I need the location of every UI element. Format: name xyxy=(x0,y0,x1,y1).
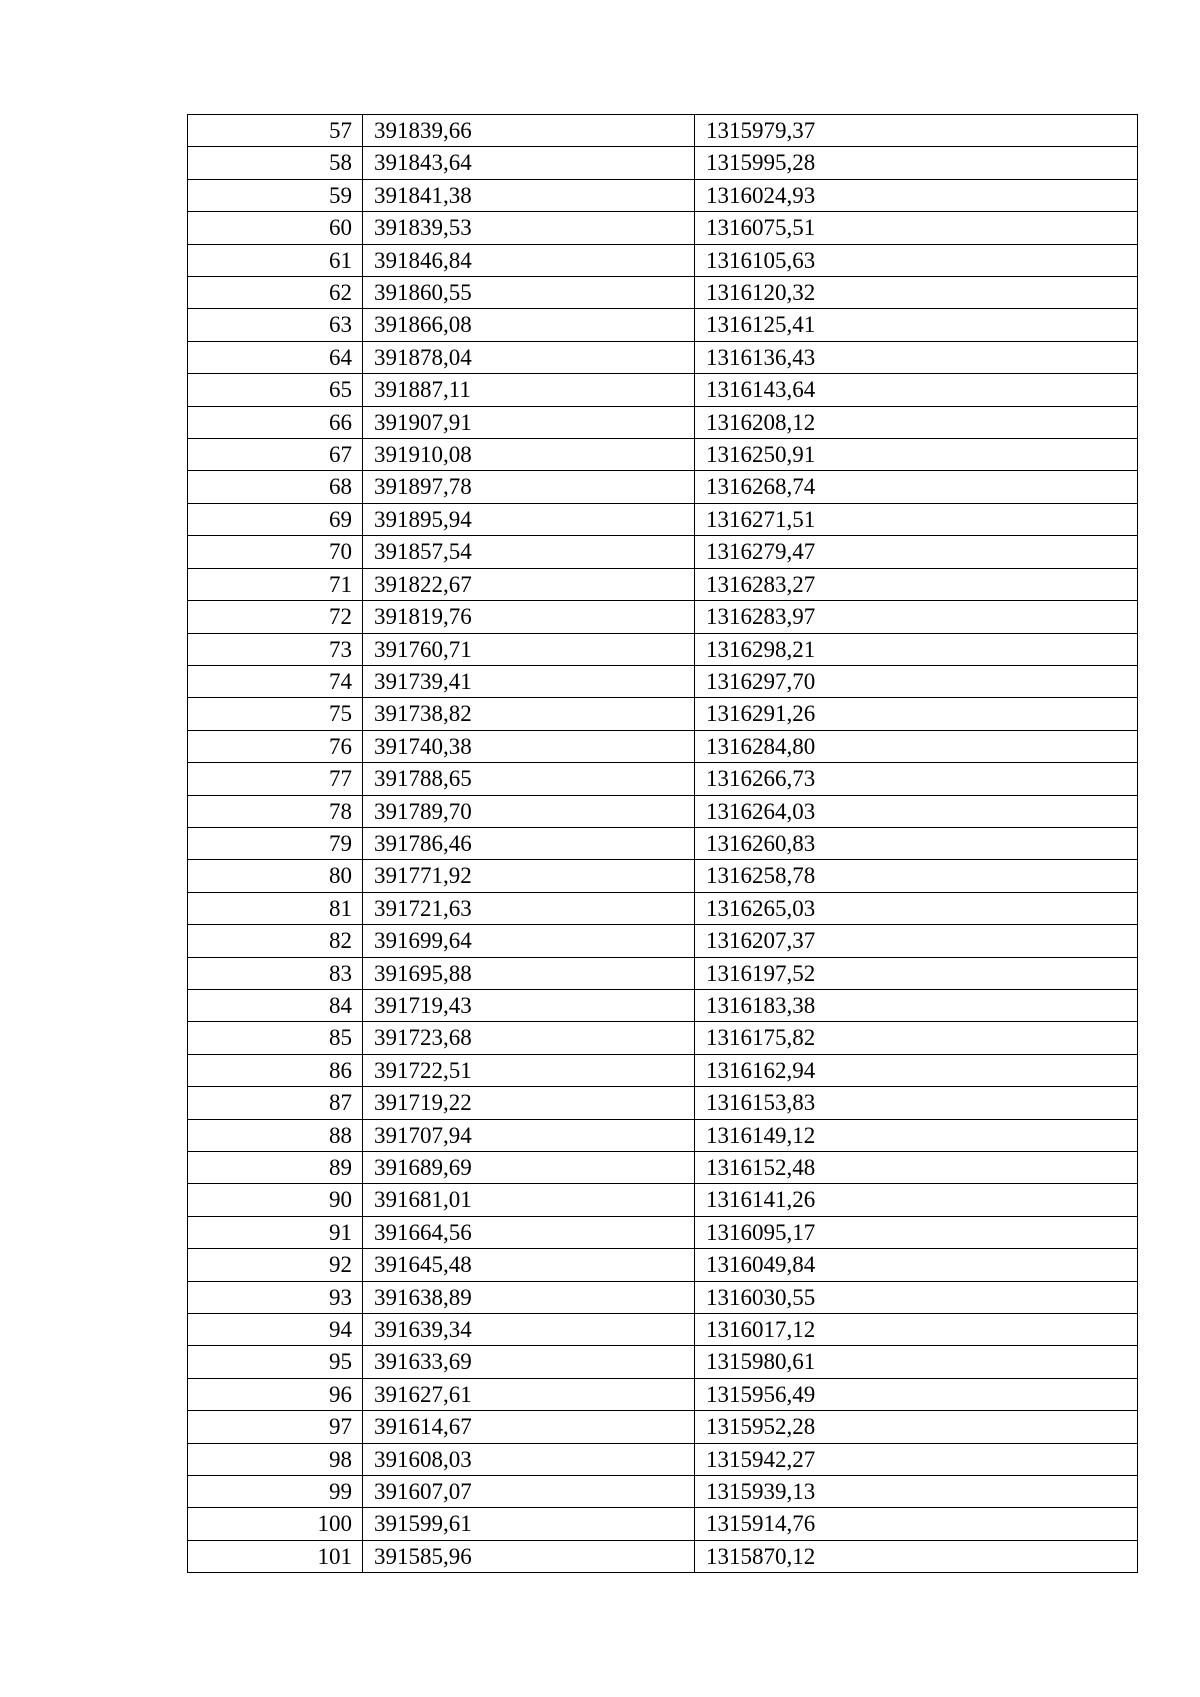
x-coordinate-cell: 391887,11 xyxy=(363,374,695,406)
y-coordinate-cell: 1316258,78 xyxy=(695,860,1138,892)
y-coordinate-cell: 1316125,41 xyxy=(695,309,1138,341)
x-coordinate-cell: 391788,65 xyxy=(363,763,695,795)
y-coordinate-cell: 1316017,12 xyxy=(695,1314,1138,1346)
x-coordinate-cell: 391907,91 xyxy=(363,406,695,438)
table-row xyxy=(188,115,1138,147)
y-coordinate-cell: 1316266,73 xyxy=(695,763,1138,795)
x-coordinate-cell: 391839,53 xyxy=(363,212,695,244)
x-coordinate-cell: 391822,67 xyxy=(363,568,695,600)
x-coordinate-cell: 391839,66 xyxy=(363,115,695,147)
table-row xyxy=(188,1184,1138,1216)
x-coordinate-cell: 391722,51 xyxy=(363,1054,695,1086)
table-row xyxy=(188,244,1138,276)
x-coordinate-cell: 391789,70 xyxy=(363,795,695,827)
point-number-cell: 99 xyxy=(188,1476,363,1508)
y-coordinate-cell: 1315939,13 xyxy=(695,1476,1138,1508)
point-number-cell: 63 xyxy=(188,309,363,341)
point-number-cell: 101 xyxy=(188,1540,363,1572)
point-number-cell: 97 xyxy=(188,1411,363,1443)
y-coordinate-cell: 1316075,51 xyxy=(695,212,1138,244)
point-number-cell: 61 xyxy=(188,244,363,276)
point-number-cell: 73 xyxy=(188,633,363,665)
y-coordinate-cell: 1316279,47 xyxy=(695,536,1138,568)
y-coordinate-cell: 1316152,48 xyxy=(695,1152,1138,1184)
point-number-cell: 62 xyxy=(188,277,363,309)
table-row xyxy=(188,568,1138,600)
table-row xyxy=(188,309,1138,341)
x-coordinate-cell: 391897,78 xyxy=(363,471,695,503)
table-row xyxy=(188,471,1138,503)
x-coordinate-cell: 391843,64 xyxy=(363,147,695,179)
x-coordinate-cell: 391585,96 xyxy=(363,1540,695,1572)
table-row xyxy=(188,665,1138,697)
y-coordinate-cell: 1316284,80 xyxy=(695,730,1138,762)
x-coordinate-cell: 391841,38 xyxy=(363,179,695,211)
x-coordinate-cell: 391699,64 xyxy=(363,925,695,957)
x-coordinate-cell: 391846,84 xyxy=(363,244,695,276)
x-coordinate-cell: 391895,94 xyxy=(363,503,695,535)
table-row xyxy=(188,1054,1138,1086)
point-number-cell: 84 xyxy=(188,989,363,1021)
table-row xyxy=(188,957,1138,989)
y-coordinate-cell: 1315942,27 xyxy=(695,1443,1138,1475)
y-coordinate-cell: 1316162,94 xyxy=(695,1054,1138,1086)
y-coordinate-cell: 1316136,43 xyxy=(695,341,1138,373)
point-number-cell: 79 xyxy=(188,827,363,859)
point-number-cell: 100 xyxy=(188,1508,363,1540)
point-number-cell: 58 xyxy=(188,147,363,179)
x-coordinate-cell: 391645,48 xyxy=(363,1249,695,1281)
y-coordinate-cell: 1316197,52 xyxy=(695,957,1138,989)
point-number-cell: 67 xyxy=(188,439,363,471)
y-coordinate-cell: 1316291,26 xyxy=(695,698,1138,730)
point-number-cell: 93 xyxy=(188,1281,363,1313)
table-row xyxy=(188,989,1138,1021)
point-number-cell: 82 xyxy=(188,925,363,957)
y-coordinate-cell: 1316283,27 xyxy=(695,568,1138,600)
y-coordinate-cell: 1316030,55 xyxy=(695,1281,1138,1313)
x-coordinate-cell: 391738,82 xyxy=(363,698,695,730)
point-number-cell: 92 xyxy=(188,1249,363,1281)
point-number-cell: 98 xyxy=(188,1443,363,1475)
table-row xyxy=(188,1476,1138,1508)
y-coordinate-cell: 1315956,49 xyxy=(695,1378,1138,1410)
x-coordinate-cell: 391614,67 xyxy=(363,1411,695,1443)
y-coordinate-cell: 1315952,28 xyxy=(695,1411,1138,1443)
x-coordinate-cell: 391638,89 xyxy=(363,1281,695,1313)
x-coordinate-cell: 391866,08 xyxy=(363,309,695,341)
y-coordinate-cell: 1315980,61 xyxy=(695,1346,1138,1378)
point-number-cell: 89 xyxy=(188,1152,363,1184)
x-coordinate-cell: 391599,61 xyxy=(363,1508,695,1540)
x-coordinate-cell: 391723,68 xyxy=(363,1022,695,1054)
y-coordinate-cell: 1316153,83 xyxy=(695,1087,1138,1119)
x-coordinate-cell: 391633,69 xyxy=(363,1346,695,1378)
x-coordinate-cell: 391627,61 xyxy=(363,1378,695,1410)
y-coordinate-cell: 1316250,91 xyxy=(695,439,1138,471)
point-number-cell: 95 xyxy=(188,1346,363,1378)
x-coordinate-cell: 391739,41 xyxy=(363,665,695,697)
x-coordinate-cell: 391771,92 xyxy=(363,860,695,892)
y-coordinate-cell: 1316049,84 xyxy=(695,1249,1138,1281)
table-row xyxy=(188,1411,1138,1443)
coordinates-table xyxy=(187,114,1138,1573)
table-row xyxy=(188,601,1138,633)
x-coordinate-cell: 391910,08 xyxy=(363,439,695,471)
point-number-cell: 88 xyxy=(188,1119,363,1151)
x-coordinate-cell: 391664,56 xyxy=(363,1216,695,1248)
y-coordinate-cell: 1316208,12 xyxy=(695,406,1138,438)
table-row xyxy=(188,439,1138,471)
point-number-cell: 86 xyxy=(188,1054,363,1086)
x-coordinate-cell: 391760,71 xyxy=(363,633,695,665)
table-row xyxy=(188,1540,1138,1572)
y-coordinate-cell: 1316271,51 xyxy=(695,503,1138,535)
point-number-cell: 87 xyxy=(188,1087,363,1119)
x-coordinate-cell: 391878,04 xyxy=(363,341,695,373)
table-row xyxy=(188,1281,1138,1313)
point-number-cell: 80 xyxy=(188,860,363,892)
x-coordinate-cell: 391819,76 xyxy=(363,601,695,633)
x-coordinate-cell: 391719,22 xyxy=(363,1087,695,1119)
table-row xyxy=(188,1508,1138,1540)
point-number-cell: 76 xyxy=(188,730,363,762)
table-row xyxy=(188,1152,1138,1184)
table-row xyxy=(188,147,1138,179)
point-number-cell: 77 xyxy=(188,763,363,795)
point-number-cell: 60 xyxy=(188,212,363,244)
table-row xyxy=(188,1314,1138,1346)
table-row xyxy=(188,212,1138,244)
x-coordinate-cell: 391740,38 xyxy=(363,730,695,762)
table-row xyxy=(188,1443,1138,1475)
y-coordinate-cell: 1316260,83 xyxy=(695,827,1138,859)
table-row xyxy=(188,341,1138,373)
x-coordinate-cell: 391719,43 xyxy=(363,989,695,1021)
point-number-cell: 85 xyxy=(188,1022,363,1054)
table-row xyxy=(188,406,1138,438)
y-coordinate-cell: 1315995,28 xyxy=(695,147,1138,179)
y-coordinate-cell: 1316175,82 xyxy=(695,1022,1138,1054)
point-number-cell: 90 xyxy=(188,1184,363,1216)
coordinates-table-body xyxy=(188,115,1138,1573)
y-coordinate-cell: 1315870,12 xyxy=(695,1540,1138,1572)
y-coordinate-cell: 1316105,63 xyxy=(695,244,1138,276)
table-row xyxy=(188,1022,1138,1054)
y-coordinate-cell: 1316141,26 xyxy=(695,1184,1138,1216)
table-row xyxy=(188,698,1138,730)
table-row xyxy=(188,860,1138,892)
point-number-cell: 78 xyxy=(188,795,363,827)
x-coordinate-cell: 391607,07 xyxy=(363,1476,695,1508)
table-row xyxy=(188,827,1138,859)
point-number-cell: 83 xyxy=(188,957,363,989)
table-row xyxy=(188,730,1138,762)
point-number-cell: 68 xyxy=(188,471,363,503)
y-coordinate-cell: 1315979,37 xyxy=(695,115,1138,147)
table-row xyxy=(188,1378,1138,1410)
y-coordinate-cell: 1316024,93 xyxy=(695,179,1138,211)
table-row xyxy=(188,1087,1138,1119)
y-coordinate-cell: 1316095,17 xyxy=(695,1216,1138,1248)
point-number-cell: 75 xyxy=(188,698,363,730)
point-number-cell: 81 xyxy=(188,892,363,924)
point-number-cell: 66 xyxy=(188,406,363,438)
point-number-cell: 72 xyxy=(188,601,363,633)
point-number-cell: 65 xyxy=(188,374,363,406)
point-number-cell: 96 xyxy=(188,1378,363,1410)
table-row xyxy=(188,925,1138,957)
x-coordinate-cell: 391608,03 xyxy=(363,1443,695,1475)
table-row xyxy=(188,1119,1138,1151)
point-number-cell: 57 xyxy=(188,115,363,147)
table-row xyxy=(188,633,1138,665)
x-coordinate-cell: 391695,88 xyxy=(363,957,695,989)
point-number-cell: 74 xyxy=(188,665,363,697)
table-row xyxy=(188,179,1138,211)
point-number-cell: 71 xyxy=(188,568,363,600)
x-coordinate-cell: 391639,34 xyxy=(363,1314,695,1346)
point-number-cell: 64 xyxy=(188,341,363,373)
table-row xyxy=(188,503,1138,535)
y-coordinate-cell: 1315914,76 xyxy=(695,1508,1138,1540)
y-coordinate-cell: 1316298,21 xyxy=(695,633,1138,665)
y-coordinate-cell: 1316264,03 xyxy=(695,795,1138,827)
table-row xyxy=(188,374,1138,406)
table-row xyxy=(188,892,1138,924)
table-row xyxy=(188,1216,1138,1248)
y-coordinate-cell: 1316143,64 xyxy=(695,374,1138,406)
x-coordinate-cell: 391681,01 xyxy=(363,1184,695,1216)
table-row xyxy=(188,1249,1138,1281)
y-coordinate-cell: 1316265,03 xyxy=(695,892,1138,924)
y-coordinate-cell: 1316183,38 xyxy=(695,989,1138,1021)
y-coordinate-cell: 1316297,70 xyxy=(695,665,1138,697)
x-coordinate-cell: 391689,69 xyxy=(363,1152,695,1184)
point-number-cell: 94 xyxy=(188,1314,363,1346)
y-coordinate-cell: 1316149,12 xyxy=(695,1119,1138,1151)
y-coordinate-cell: 1316120,32 xyxy=(695,277,1138,309)
table-row xyxy=(188,1346,1138,1378)
x-coordinate-cell: 391857,54 xyxy=(363,536,695,568)
point-number-cell: 59 xyxy=(188,179,363,211)
point-number-cell: 70 xyxy=(188,536,363,568)
point-number-cell: 69 xyxy=(188,503,363,535)
table-row xyxy=(188,763,1138,795)
x-coordinate-cell: 391860,55 xyxy=(363,277,695,309)
y-coordinate-cell: 1316207,37 xyxy=(695,925,1138,957)
table-row xyxy=(188,795,1138,827)
y-coordinate-cell: 1316268,74 xyxy=(695,471,1138,503)
point-number-cell: 91 xyxy=(188,1216,363,1248)
x-coordinate-cell: 391721,63 xyxy=(363,892,695,924)
table-row xyxy=(188,536,1138,568)
table-row xyxy=(188,277,1138,309)
y-coordinate-cell: 1316283,97 xyxy=(695,601,1138,633)
x-coordinate-cell: 391786,46 xyxy=(363,827,695,859)
x-coordinate-cell: 391707,94 xyxy=(363,1119,695,1151)
